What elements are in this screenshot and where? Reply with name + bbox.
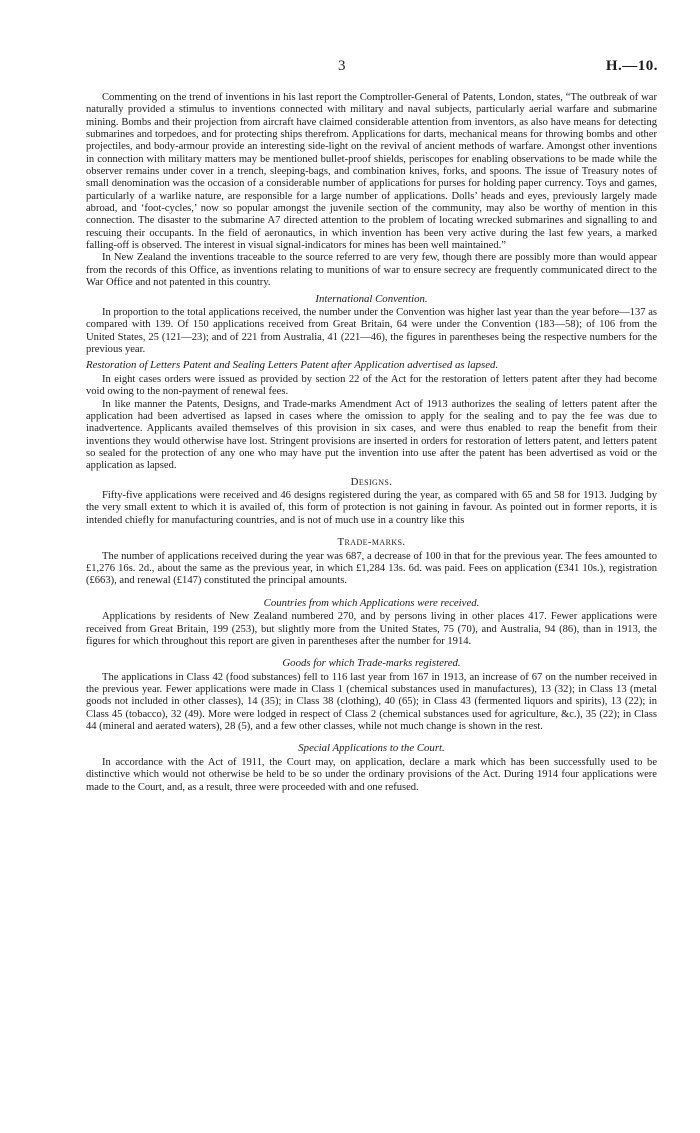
- heading-goods-classes: Goods for which Trade-marks registered.: [282, 657, 461, 670]
- body-text: [86, 92, 657, 794]
- page-number: 3: [338, 58, 346, 74]
- paragraph-convention: In proportion to the total applications received, the number under the Convention was higher last year than the year before—137 as compared with 139. Of 150 applications received from Great Britain, 64 were under the Convention (183—58); of 106 from the United States, 25 (121—23); and of 221 from Australia, 41 (221—46), the figures in parentheses being the respective numbers for the previous year.: [86, 307, 657, 356]
- heading-restoration-letters-patent: Restoration of Letters Patent and Sealing Letters Patent after Application advertised as lapsed.: [86, 359, 499, 372]
- paragraph-new-zealand-inventions: In New Zealand the inventions traceable to the source referred to are very few, though there are possibly more than would appear from the records of this Office, as inventions relating to munitions of war to ensure secrecy are frequently communicated direct to the War Office and not patented in this country.: [86, 252, 657, 289]
- document-reference: H.—10.: [605, 58, 658, 74]
- paragraph-designs: Fifty-five applications were received and 46 designs registered during the year, as compared with 65 and 58 for 1913. Judging by the very small extent to which it is availed of, this form of protection is not gaining in favour. As pointed out in former reports, it is intended chiefly for manufacturing countries, and is not of much use in a country like this: [86, 490, 657, 526]
- heading-international-convention: International Convention.: [315, 292, 428, 305]
- paragraph-inventions-trend: Commenting on the trend of inventions in his last report the Comptroller-General of Patents, London, states, “The outbreak of war naturally provided a stimulus to inventions connected with military and naval subjects, particularly aerial warfare and submarine mining. Bombs and their projection from aircraft have claimed considerable attention from inventors, as also have means for detecting submarines and torpedoes, and for protecting ships therefrom. Applications for darts, mechanical means for throwing bombs and other projectiles, and body-armour provide an interesting side-light on the revival of ancient methods of warfare. Amongst other inventions in connection with military matters may be mentioned bullet-proof shields, periscopes for enabling observations to be made while the observer remains under cover in a trench, sleeping-bags, and combination knives, forks, and spoons. The issue of Treasury notes of small denomination was the occasion of a considerable number of applications for purses for holding paper currency. Toys and games, particularly of a warlike nature, are responsible for a large number of applications. Dolls’ heads and eyes, previously largely made abroad, and ‘foot-cycles,’ now so popular amongst the juvenile section of the community, may also be worthy of mention in this connection. The disaster to the submarine A7 directed attention to the problem of locating wrecked submarines and signalling to and rescuing their occupants. In the field of aeronautics, in which invention has been very active during the last few years, a marked falling-off is observed. The interest in visual signal-indicators for mines has been well maintained.”: [86, 92, 657, 252]
- heading-designs: Designs.: [350, 475, 393, 488]
- paragraph-restoration-orders: In eight cases orders were issued as provided by section 22 of the Act for the restoration of letters patent after they had become void owing to the non-payment of renewal fees.: [86, 373, 657, 398]
- paragraph-countries: Applications by residents of New Zealand numbered 270, and by persons living in other places 417. Fewer applications were received from Great Britain, 199 (253), but slightly more from the United States, 75 (70), and Australia, 94 (86), than in 1913, the figures for which throughout this report are given in parentheses after the number for 1914.: [86, 611, 657, 647]
- heading-special-applications: Special Applications to the Court.: [298, 742, 445, 755]
- heading-countries: Countries from which Applications were received.: [263, 596, 480, 609]
- paragraph-sealing-after-lapse: In like manner the Patents, Designs, and Trade-marks Amendment Act of 1913 authorizes the sealing of letters patent after the application had been advertised as lapsed in cases where the omission to apply for the sealing and to pay the fee was due to inadvertence. Applicants availed themselves of this provision in six cases, and were thus enabled to reap the benefit from their inventions they would otherwise have lost. Stringent provisions are inserted in orders for restoration of letters patent, and letters patent so sealed for the protection of any one who may have put the invention into use after the patent has been advertised as void or the application as lapsed.: [86, 398, 657, 472]
- heading-trade-marks: Trade-marks.: [337, 536, 406, 549]
- paragraph-special-applications: In accordance with the Act of 1911, the Court may, on application, declare a mark which has been successfully used to be distinctive which would not otherwise be held to be so under the ordinary provisions of the Act. During 1914 four applications were made to the Court, and, as a result, three were proceeded with and one refused.: [86, 756, 657, 793]
- paragraph-goods-classes: The applications in Class 42 (food substances) fell to 116 last year from 167 in 1913, an increase of 67 on the number received in the previous year. Fewer applications were made in Class 1 (chemical substances used in manufactures), 13 (32); in Class 13 (metal goods not included in other classes), 14 (35); in Class 38 (clothing), 40 (65); in Class 43 (fermented liquors and spirits), 13 (22); in Class 45 (tobacco), 32 (49). More were lodged in respect of Class 2 (chemical substances used for agriculture, &c.), 35 (22); in Class 44 (mineral and aerated waters), 28 (5), and a few other classes, while not much change is shown in the rest.: [86, 671, 657, 733]
- paragraph-trade-marks-fees: The number of applications received during the year was 687, a decrease of 100 in that for the previous year. The fees amounted to £1,276 16s. 2d., about the same as the previous year, in which £1,284 13s. 6d. was paid. Fees on application (£341 10s.), registration (£663), and renewal (£147) constituted the principal amounts.: [86, 550, 657, 587]
